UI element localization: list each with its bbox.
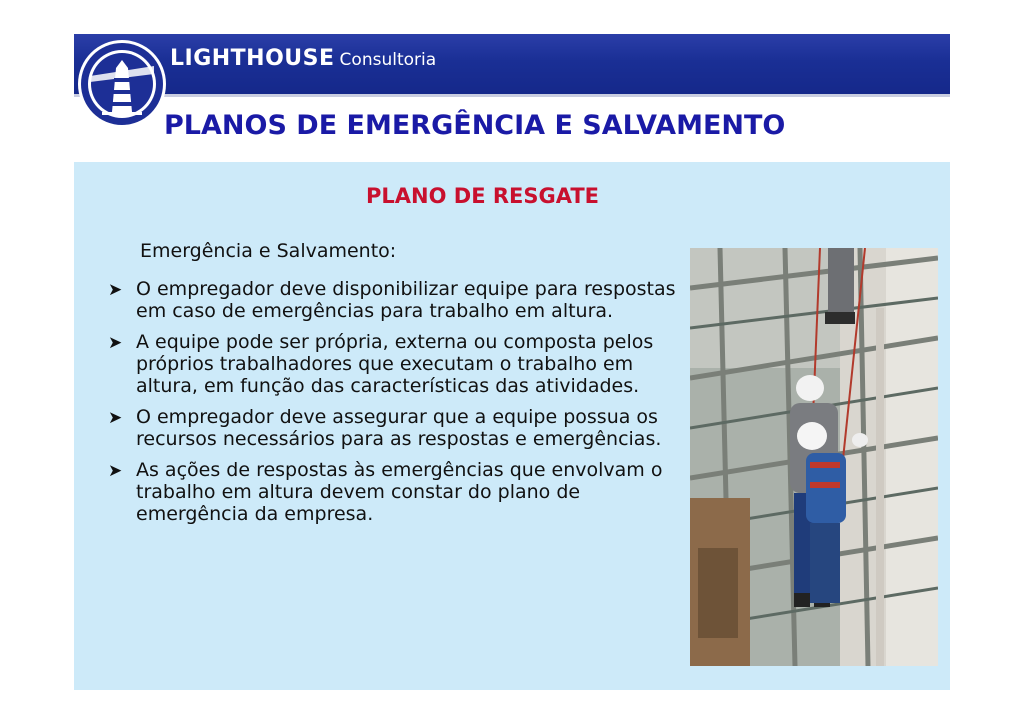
rescue-photo (690, 248, 938, 666)
bullet-text: As ações de respostas às emergências que envolvam o trabalho em altura devem constar do plano de emergência da empresa. (136, 459, 663, 525)
bullet-list (108, 278, 698, 534)
arrowhead-bullet-icon: ➤ (108, 408, 123, 428)
content-panel (74, 162, 950, 690)
brand-tagline: Consultoria (339, 50, 437, 70)
list-item (108, 459, 698, 525)
intro-text: Emergência e Salvamento: (140, 240, 397, 262)
list-item (108, 406, 698, 450)
brand-name: LIGHTHOUSE (170, 46, 335, 71)
lighthouse-logo-icon (76, 38, 168, 130)
section-subtitle: PLANO DE RESGATE (366, 184, 600, 208)
list-item (108, 331, 698, 397)
arrowhead-bullet-icon: ➤ (108, 333, 123, 353)
slide (74, 34, 950, 690)
arrowhead-bullet-icon: ➤ (108, 461, 123, 481)
bullet-text: O empregador deve disponibilizar equipe para respostas em caso de emergências para trabalho em altura. (136, 278, 676, 322)
brand-wordmark (170, 46, 436, 76)
header-stripe (74, 94, 950, 97)
list-item (108, 278, 698, 322)
bullet-text: O empregador deve assegurar que a equipe possua os recursos necessários para as respostas e emergências. (136, 406, 662, 450)
arrowhead-bullet-icon: ➤ (108, 280, 123, 300)
page-title: PLANOS DE EMERGÊNCIA E SALVAMENTO (164, 110, 786, 141)
bullet-text: A equipe pode ser própria, externa ou composta pelos próprios trabalhadores que executam o trabalho em altura, em função das características das atividades. (136, 331, 654, 397)
